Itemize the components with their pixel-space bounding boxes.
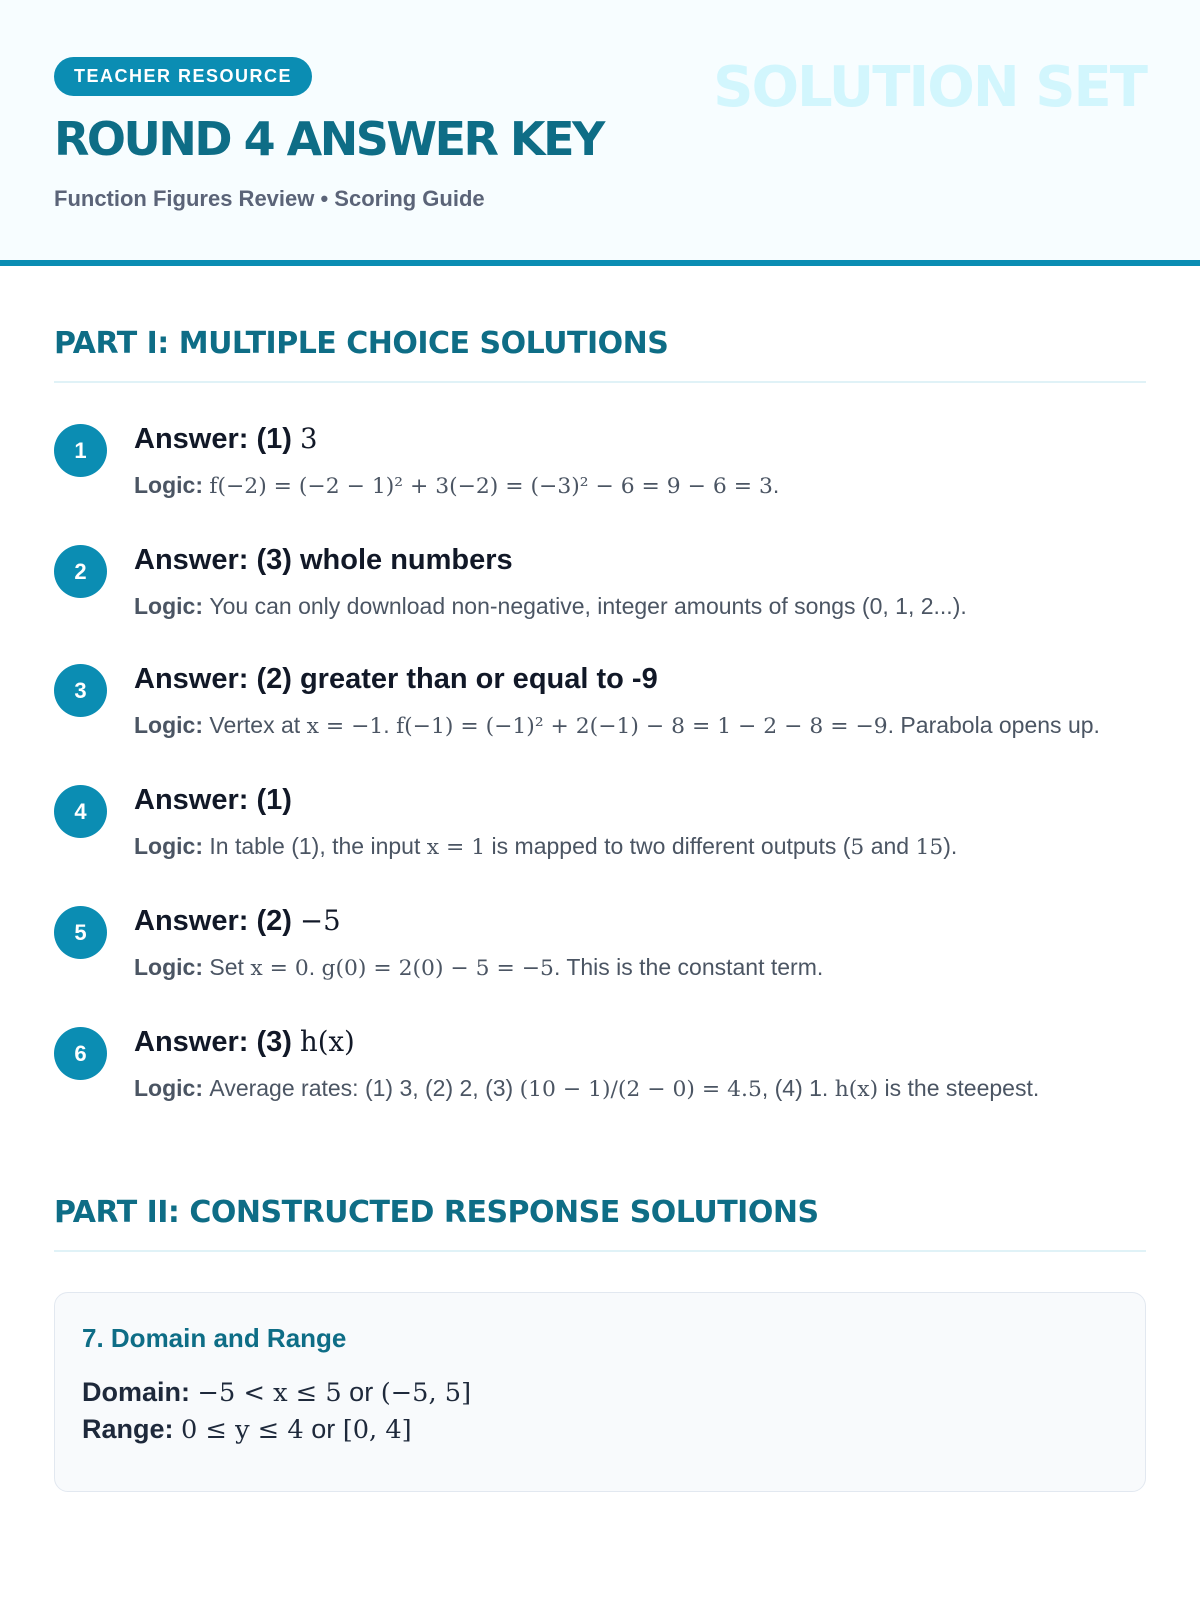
math-expression: −5 <box>299 905 341 937</box>
logic-line <box>134 829 957 865</box>
question-number-badge: 2 <box>54 545 107 598</box>
math-expression: 0 ≤ y ≤ 4 <box>181 1415 304 1445</box>
math-expression: 15 <box>915 835 944 860</box>
text: . <box>308 954 322 980</box>
question-number-badge: 3 <box>54 664 107 717</box>
answer-line <box>134 663 1100 696</box>
question-body <box>134 905 823 986</box>
logic-line <box>134 468 779 504</box>
text: In table (1), the input <box>209 833 427 859</box>
math-expression: [0, 4] <box>342 1415 412 1445</box>
page-title: ROUND 4 ANSWER KEY <box>54 112 603 166</box>
label: Logic: <box>134 1075 210 1101</box>
answer-line <box>134 423 779 456</box>
question-number-badge: 4 <box>54 785 107 838</box>
range-line <box>82 1411 1118 1448</box>
text: Vertex at <box>209 712 307 738</box>
domain-line <box>82 1374 1118 1411</box>
logic-line <box>134 950 823 986</box>
logic-line <box>134 589 967 623</box>
text: or <box>303 1414 343 1444</box>
teacher-resource-badge: TEACHER RESOURCE <box>54 57 312 96</box>
math-expression: g(0) = 2(0) − 5 = −5 <box>321 956 554 981</box>
math-expression: (10 − 1)/(2 − 0) = 4.5 <box>519 1077 762 1102</box>
math-expression: 5 <box>850 835 865 860</box>
text: Answer: (2) greater than or equal to -9 <box>134 663 658 695</box>
text: or <box>341 1377 381 1407</box>
part1-heading: PART I: MULTIPLE CHOICE SOLUTIONS <box>54 326 1146 383</box>
domain-range-card <box>54 1292 1146 1492</box>
question-body <box>134 544 967 623</box>
question-item <box>54 423 1146 504</box>
text: You can only download non-negative, integer amounts of songs (0, 1, 2...). <box>209 593 967 619</box>
text: Answer: (3) whole numbers <box>134 544 513 576</box>
logic-line <box>134 1071 1039 1107</box>
label: Logic: <box>134 954 210 980</box>
question-number-badge: 6 <box>54 1027 107 1080</box>
text: Answer: (2) <box>134 905 300 937</box>
math-expression: h(x) <box>834 1077 879 1102</box>
question-item <box>54 905 1146 986</box>
text: is mapped to two different outputs ( <box>485 833 851 859</box>
label: Logic: <box>134 712 210 738</box>
question-item <box>54 1026 1146 1107</box>
math-expression: (−5, 5] <box>380 1378 472 1408</box>
label: Logic: <box>134 593 210 619</box>
question-body <box>134 784 957 865</box>
text: . <box>383 712 397 738</box>
text: Set <box>209 954 251 980</box>
question-number-badge: 5 <box>54 906 107 959</box>
card-title: 7. Domain and Range <box>82 1323 347 1353</box>
label: Range: <box>82 1414 182 1444</box>
label: Logic: <box>134 833 210 859</box>
question-list <box>54 423 1146 1107</box>
math-expression: f(−1) = (−1)² + 2(−1) − 8 = 1 − 2 − 8 = −9 <box>396 714 888 739</box>
text: Answer: (3) <box>134 1026 300 1058</box>
text: . Parabola opens up. <box>887 712 1100 738</box>
question-item <box>54 663 1146 744</box>
main-content <box>0 326 1200 1492</box>
label: Logic: <box>134 472 210 498</box>
answer-line <box>134 544 967 577</box>
header <box>0 0 1200 266</box>
text: Answer: (1) <box>134 784 292 816</box>
question-body <box>134 1026 1039 1107</box>
answer-line <box>134 905 823 938</box>
math-expression: x = −1 <box>306 714 384 739</box>
part2-heading: PART II: CONSTRUCTED RESPONSE SOLUTIONS <box>54 1195 1146 1252</box>
math-expression: f(−2) = (−2 − 1)² + 3(−2) = (−3)² − 6 = 9 − 6 = 3 <box>209 474 773 499</box>
math-expression: x = 0 <box>250 956 309 981</box>
text: Average rates: (1) 3, (2) 2, (3) <box>209 1075 520 1101</box>
question-body <box>134 423 779 504</box>
logic-line <box>134 708 1100 744</box>
text: . This is the constant term. <box>553 954 824 980</box>
text: ). <box>943 833 958 859</box>
question-body <box>134 663 1100 744</box>
answer-line <box>134 1026 1039 1059</box>
question-item <box>54 784 1146 865</box>
math-expression: −5 < x ≤ 5 <box>197 1378 342 1408</box>
question-number-badge: 1 <box>54 424 107 477</box>
answer-line <box>134 784 957 817</box>
page-subtitle: Function Figures Review • Scoring Guide <box>54 186 485 211</box>
text: Answer: (1) <box>134 423 300 455</box>
text: is the steepest. <box>878 1075 1040 1101</box>
math-expression: h(x) <box>299 1026 355 1058</box>
text: . <box>772 472 780 498</box>
math-expression: 3 <box>299 423 318 455</box>
label: Domain: <box>82 1377 198 1407</box>
text: and <box>864 833 916 859</box>
solution-set-watermark: SOLUTION SET <box>713 55 1146 120</box>
math-expression: x = 1 <box>426 835 486 860</box>
question-item <box>54 544 1146 623</box>
text: , (4) 1. <box>761 1075 835 1101</box>
